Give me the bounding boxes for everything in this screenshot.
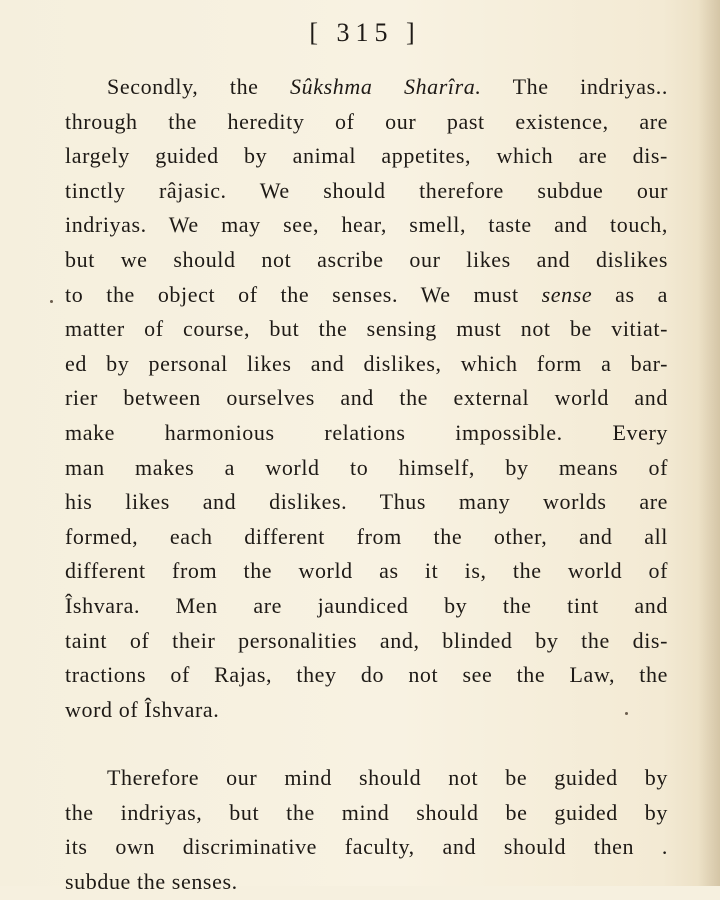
text-run: ed by personal likes and dislikes, which form a bar- — [65, 350, 668, 376]
text-run: indriyas. We may see, hear, smell, taste and touch, — [65, 212, 668, 238]
text-line — [65, 658, 668, 693]
text-run: tinctly râjasic. We should therefore subdue our — [65, 177, 668, 203]
text-run: the indriyas, but the mind should be guided by — [65, 799, 668, 825]
text-line — [65, 830, 668, 865]
text-line — [65, 554, 668, 589]
text-line — [65, 243, 668, 278]
text-run: subdue the senses. — [65, 869, 238, 895]
text-line — [65, 451, 668, 486]
text-line — [65, 796, 668, 831]
paragraph-gap — [65, 727, 668, 761]
text-line — [65, 865, 668, 900]
text-run: The indriyas.. — [481, 74, 668, 99]
text-line — [65, 589, 668, 624]
text-line — [65, 485, 668, 520]
text-run: largely guided by animal appetites, which are dis- — [65, 143, 668, 169]
page-number: [ 315 ] — [309, 18, 421, 47]
italic-term: sense — [541, 281, 593, 307]
text-run: but we should not ascribe our likes and dislikes — [65, 246, 668, 272]
text-line — [65, 381, 668, 416]
text-run: as a — [592, 281, 668, 307]
page-edge-shadow — [698, 0, 720, 886]
text-line — [65, 347, 668, 382]
text-run: his likes and dislikes. Thus many worlds are — [65, 489, 668, 515]
text-run: its own discriminative faculty, and should then . — [65, 834, 668, 860]
paragraph — [65, 70, 668, 727]
text-run: tractions of Rajas, they do not see the Law, the — [65, 662, 668, 688]
text-line — [65, 105, 668, 140]
text-line — [65, 208, 668, 243]
text-run: taint of their personalities and, blinded by the dis- — [65, 627, 668, 653]
text-run: make harmonious relations impossible. Every — [65, 419, 668, 445]
text-line — [65, 139, 668, 174]
text-run: through the heredity of our past existence, are — [65, 108, 668, 134]
text-line — [65, 416, 668, 451]
text-run: Îshvara. Men are jaundiced by the tint and — [65, 592, 668, 618]
text-line — [65, 312, 668, 347]
text-run: Secondly, the — [107, 74, 291, 99]
text-run: formed, each different from the other, and all — [65, 523, 668, 549]
text-run: different from the world as it is, the world of — [65, 558, 668, 584]
text-run: Therefore our mind should not be guided by — [107, 765, 668, 791]
italic-term: Sûkshma Sharîra. — [290, 74, 482, 99]
text-run: matter of course, but the sensing must not be vitiat- — [65, 316, 668, 342]
text-line — [65, 624, 668, 659]
text-line — [65, 70, 668, 105]
body-text — [65, 70, 668, 900]
margin-mark — [50, 300, 53, 303]
text-run: man makes a world to himself, by means of — [65, 454, 668, 480]
text-run: to the object of the senses. We must — [65, 281, 542, 307]
text-run: word of Îshvara. — [65, 696, 220, 722]
text-line — [65, 761, 668, 796]
paragraph — [65, 761, 668, 899]
text-line — [65, 174, 668, 209]
text-line — [65, 520, 668, 555]
text-run: rier between ourselves and the external world and — [65, 385, 668, 411]
text-line — [65, 278, 668, 313]
text-line — [65, 693, 668, 728]
